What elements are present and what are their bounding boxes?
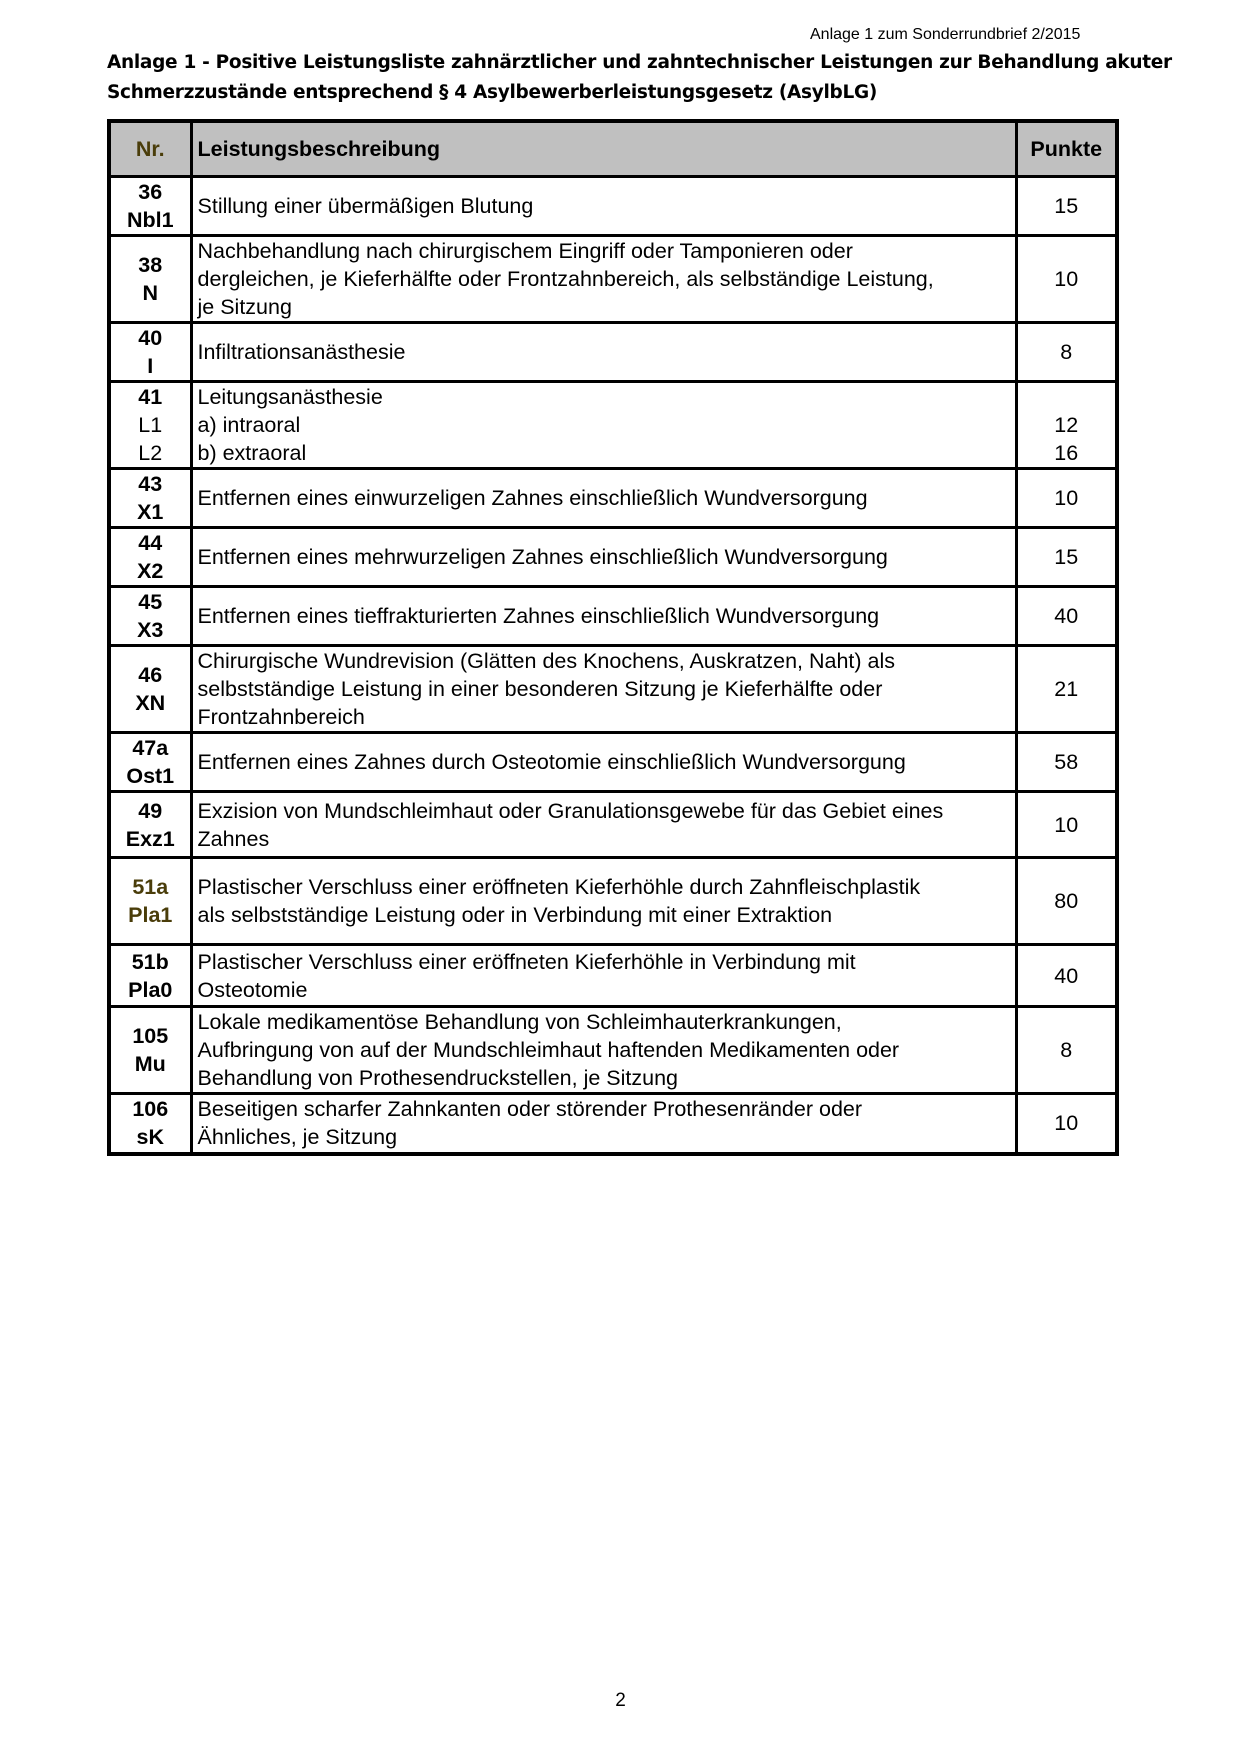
desc-line: Infiltrationsanästhesie [197, 340, 406, 364]
desc-line: Entfernen eines tieffrakturierten Zahnes einschließlich Wundversorgung [197, 604, 880, 628]
row-number-cell [109, 236, 191, 323]
desc-line: Lokale medikamentöse Behandlung von Schleimhauterkrankungen, [197, 1010, 842, 1034]
annex-note: Anlage 1 zum Sonderrundbrief 2/2015 [810, 26, 1081, 43]
desc-line: b) extraoral [197, 441, 307, 465]
table-row [109, 236, 1117, 323]
row-number-cell [109, 382, 191, 469]
row-number: 45 [138, 590, 163, 614]
row-code: Exz1 [125, 826, 175, 851]
row-number: 41 [138, 385, 163, 409]
row-number: 44 [138, 531, 163, 555]
row-number: 47a [132, 736, 169, 760]
table-row [109, 323, 1117, 382]
row-points: 8 [1016, 323, 1117, 382]
row-points: 40 [1016, 945, 1117, 1007]
desc-line: Zahnes [197, 826, 270, 851]
table-row [109, 1007, 1117, 1094]
row-description [191, 528, 1016, 587]
row-points: 10 [1016, 792, 1117, 858]
document-title [107, 48, 1172, 108]
points-value: 12 [1054, 413, 1079, 437]
desc-line: als selbstständige Leistung oder in Verbindung mit einer Extraktion [197, 903, 833, 927]
table-header-row [109, 121, 1117, 177]
desc-line: Chirurgische Wundrevision (Glätten des Knochens, Auskratzen, Naht) als [197, 649, 896, 673]
row-points: 10 [1016, 236, 1117, 323]
desc-line: je Sitzung [197, 295, 292, 319]
table-row [109, 733, 1117, 792]
table-row [109, 792, 1117, 858]
services-table-wrapper [107, 119, 1119, 1156]
row-code: Mu [134, 1052, 166, 1076]
row-number-cell [109, 177, 191, 236]
row-number-cell [109, 528, 191, 587]
row-number-cell [109, 1007, 191, 1094]
row-points: 15 [1016, 177, 1117, 236]
row-code: X3 [137, 618, 164, 642]
row-points: 58 [1016, 733, 1117, 792]
row-description [191, 792, 1016, 858]
row-code: Nbl1 [126, 208, 174, 232]
desc-line: Plastischer Verschluss einer eröffneten Kieferhöhle in Verbindung mit [197, 949, 856, 974]
row-code: L1 [138, 413, 163, 437]
desc-line: Aufbringung von auf der Mundschleimhaut haftenden Medikamenten oder [197, 1038, 900, 1062]
row-code: X1 [137, 500, 164, 524]
desc-line: Entfernen eines einwurzeligen Zahnes einschließlich Wundversorgung [197, 486, 868, 510]
desc-line: Frontzahnbereich [197, 705, 365, 729]
row-code: X2 [137, 559, 164, 583]
row-code: Ost1 [126, 764, 175, 788]
row-code: Pla1 [128, 903, 173, 927]
row-points: 80 [1016, 858, 1117, 945]
row-description [191, 587, 1016, 646]
row-number: 51b [131, 949, 169, 974]
table-row [109, 646, 1117, 733]
desc-line: Stillung einer übermäßigen Blutung [197, 194, 534, 218]
row-number: 36 [138, 180, 163, 204]
row-description [191, 858, 1016, 945]
desc-line: Osteotomie [197, 977, 308, 1002]
row-description [191, 323, 1016, 382]
table-row [109, 382, 1117, 469]
row-points: 21 [1016, 646, 1117, 733]
row-description [191, 733, 1016, 792]
row-description [191, 177, 1016, 236]
row-points: 10 [1016, 1094, 1117, 1154]
row-code: N [142, 281, 159, 305]
desc-line: Ähnliches, je Sitzung [197, 1125, 398, 1150]
row-description [191, 469, 1016, 528]
row-number-cell [109, 587, 191, 646]
column-header-description: Leistungsbeschreibung [191, 121, 1016, 177]
desc-line: Behandlung von Prothesendruckstellen, je Sitzung [197, 1066, 678, 1090]
table-row [109, 945, 1117, 1007]
row-description [191, 236, 1016, 323]
table-row [109, 1094, 1117, 1154]
row-description [191, 945, 1016, 1007]
title-line-1: Anlage 1 - Positive Leistungsliste zahnärztlicher und zahntechnischer Leistungen zur Behandlung akuter [107, 52, 1172, 73]
desc-line: dergleichen, je Kieferhälfte oder Frontzahnbereich, als selbständige Leistung, [197, 267, 934, 291]
row-number: 38 [138, 253, 163, 277]
desc-line: Leitungsanästhesie [197, 385, 383, 409]
row-number-cell [109, 733, 191, 792]
desc-line: Entfernen eines mehrwurzeligen Zahnes einschließlich Wundversorgung [197, 545, 888, 569]
row-code: Pla0 [128, 977, 173, 1002]
row-description [191, 382, 1016, 469]
desc-line: a) intraoral [197, 413, 301, 437]
row-number-cell [109, 469, 191, 528]
table-row [109, 469, 1117, 528]
row-points: 40 [1016, 587, 1117, 646]
desc-line: Entfernen eines Zahnes durch Osteotomie einschließlich Wundversorgung [197, 750, 906, 774]
page-number: 2 [615, 1690, 626, 1711]
column-header-nr: Nr. [109, 121, 191, 177]
table-row [109, 528, 1117, 587]
row-number-cell [109, 792, 191, 858]
table-row [109, 858, 1117, 945]
row-number-cell [109, 945, 191, 1007]
desc-line: Plastischer Verschluss einer eröffneten Kieferhöhle durch Zahnfleischplastik [197, 875, 921, 899]
row-number-cell [109, 323, 191, 382]
row-number-cell [109, 858, 191, 945]
table-row [109, 177, 1117, 236]
desc-line: Exzision von Mundschleimhaut oder Granulationsgewebe für das Gebiet eines [197, 798, 944, 823]
points-value: 16 [1054, 441, 1079, 465]
row-code: L2 [138, 441, 163, 465]
row-number: 51a [132, 875, 169, 899]
column-header-points: Punkte [1016, 121, 1117, 177]
title-line-2: Schmerzzustände entsprechend § 4 Asylbewerberleistungsgesetz (AsylbLG) [107, 82, 878, 103]
desc-line: Nachbehandlung nach chirurgischem Eingriff oder Tamponieren oder [197, 239, 853, 263]
desc-line: selbstständige Leistung in einer besonderen Sitzung je Kieferhälfte oder [197, 677, 883, 701]
row-number: 106 [132, 1097, 169, 1122]
table-row [109, 587, 1117, 646]
row-number-cell [109, 646, 191, 733]
row-points: 15 [1016, 528, 1117, 587]
row-description [191, 646, 1016, 733]
row-points [1016, 382, 1117, 469]
desc-line: Beseitigen scharfer Zahnkanten oder störender Prothesenränder oder [197, 1097, 863, 1122]
row-number: 105 [132, 1024, 169, 1048]
services-table [107, 119, 1119, 1156]
row-code: sK [136, 1125, 164, 1150]
row-points: 10 [1016, 469, 1117, 528]
row-description [191, 1094, 1016, 1154]
row-number: 49 [138, 798, 163, 823]
row-code: XN [135, 691, 166, 715]
row-number: 46 [138, 663, 163, 687]
row-code: I [147, 354, 154, 378]
row-number-cell [109, 1094, 191, 1154]
row-number: 43 [138, 472, 163, 496]
row-description [191, 1007, 1016, 1094]
row-points: 8 [1016, 1007, 1117, 1094]
row-number: 40 [138, 326, 163, 350]
